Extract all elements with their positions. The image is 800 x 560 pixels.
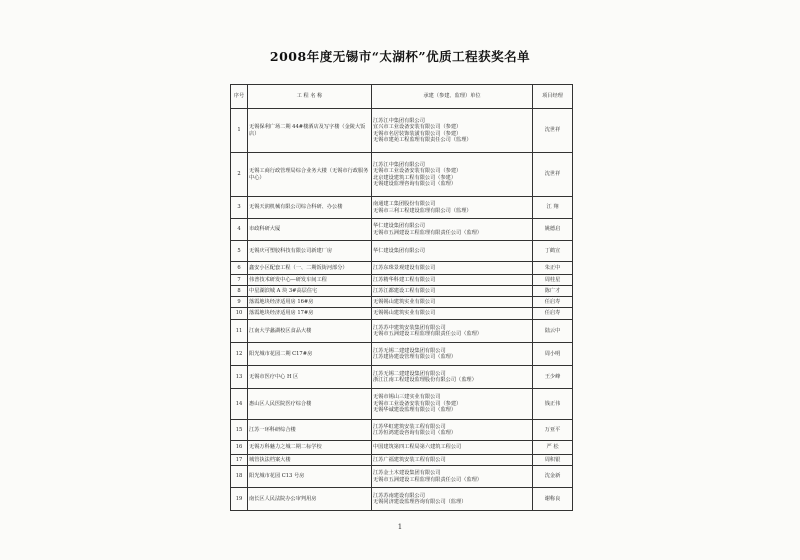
document-title: 2008年度无锡市“太湖杯”优质工程获奖名单 <box>269 49 531 64</box>
contractor-name: 无锡市工业设备安装有限公司（参建） <box>373 400 462 407</box>
contractor-list <box>372 275 533 286</box>
table-row <box>231 366 573 389</box>
project-name: 城管执法档案大楼 <box>248 455 372 466</box>
table-row <box>231 420 573 441</box>
row-number: 5 <box>231 241 248 262</box>
row-number: 8 <box>231 286 248 297</box>
project-name: 市政科研大厦 <box>248 219 372 241</box>
header-units: 承建（参建、监理）单位 <box>372 85 533 109</box>
contractor-list <box>372 308 533 320</box>
row-number: 3 <box>231 197 248 219</box>
row-number: 11 <box>231 320 248 343</box>
project-name: 阳光城市花园 C13 号房 <box>248 466 372 488</box>
project-manager: 严 松 <box>533 441 573 455</box>
row-number: 19 <box>231 488 248 511</box>
project-manager: 谢称良 <box>533 488 573 511</box>
contractor-name: 无锡锡山建筑实业有限公司 <box>373 310 436 317</box>
project-name: 无锡工商行政管理局综合业务大楼（无锡市行政服务中心） <box>248 153 372 197</box>
table-row <box>231 297 573 308</box>
contractor-name: 无锡市名居装饰装潢有限公司（参建） <box>373 130 462 137</box>
table-row <box>231 455 573 466</box>
table-row <box>231 286 573 297</box>
contractor-name: 无锡锡山建筑实业有限公司 <box>373 298 436 305</box>
contractor-name: 北京建设建筑工程有限公司（参建） <box>373 174 457 181</box>
contractor-name: 无锡市五洲建设工程监理有限责任公司（监理） <box>373 476 482 483</box>
row-number: 1 <box>231 109 248 153</box>
contractor-list <box>372 441 533 455</box>
contractor-list <box>372 286 533 297</box>
contractor-list <box>372 297 533 308</box>
awards-table <box>230 84 573 511</box>
contractor-name: 无锡华诚建设监理有限公司（监理） <box>373 407 457 414</box>
contractor-name: 无锡市工业设备安装有限公司（参建） <box>373 168 462 175</box>
project-manager: 沈世祥 <box>533 109 573 153</box>
contractor-list <box>372 241 533 262</box>
project-name: 伟普技术研发中心—研发车间工程 <box>248 275 372 286</box>
row-number: 16 <box>231 441 248 455</box>
table-row <box>231 343 573 366</box>
project-name: 中星湖滨城 A 块 3#高层住宅 <box>248 286 372 297</box>
project-manager: 钱正伟 <box>533 389 573 420</box>
project-name: 鑫安小区配套工程（一、二期饭街河部分） <box>248 262 372 275</box>
row-number: 17 <box>231 455 248 466</box>
row-number: 18 <box>231 466 248 488</box>
contractor-list <box>372 262 533 275</box>
contractor-name: 江苏苏南建设有限公司 <box>373 492 425 499</box>
row-number: 7 <box>231 275 248 286</box>
header-manager: 项目经理 <box>533 85 573 109</box>
project-manager: 朱正中 <box>533 262 573 275</box>
contractor-name: 浙江江南工程建设监理股份有限公司（监理） <box>373 377 477 383</box>
row-number: 12 <box>231 343 248 366</box>
contractor-name: 华仁建设集团有限公司 <box>373 223 425 230</box>
project-manager: 姚德启 <box>533 219 573 241</box>
contractor-name: 无锡市建苑工程监理有限责任公司（监理） <box>373 136 472 143</box>
table-row <box>231 262 573 275</box>
row-number: 13 <box>231 366 248 389</box>
project-manager: 周桂星 <box>533 275 573 286</box>
header-no: 序号 <box>231 85 248 109</box>
project-name: 无锡保利广场二期 44#楼酒店及写字楼（金陵大饭店） <box>248 109 372 153</box>
contractor-name: 江苏苏中建筑安装集团有限公司 <box>373 324 446 331</box>
row-number: 6 <box>231 262 248 275</box>
contractor-list <box>372 109 533 153</box>
project-manager: 周小明 <box>533 343 573 366</box>
contractor-name: 江苏金土木建设集团有限公司 <box>373 470 441 477</box>
project-name: 无锡天润机械有限公司综合科研、办公楼 <box>248 197 372 219</box>
project-name: 南长区人民法院办公审判用房 <box>248 488 372 511</box>
contractor-list <box>372 343 533 366</box>
project-name: 无锡庆可塑胶科技有限公司新建厂房 <box>248 241 372 262</box>
project-name: 江南大学蠡湖校区食品大楼 <box>248 320 372 343</box>
contractor-list <box>372 455 533 466</box>
project-name: 阳光城市花园二期 C17#房 <box>248 343 372 366</box>
project-manager: 陈广才 <box>533 286 573 297</box>
project-manager: 任启寿 <box>533 297 573 308</box>
contractor-list <box>372 197 533 219</box>
row-number: 15 <box>231 420 248 441</box>
contractor-name: 无锡同济建设监理咨询有限公司（监理） <box>373 499 467 505</box>
project-name: 惠山区人民医院医疗综合楼 <box>248 389 372 420</box>
project-manager: 沈世祥 <box>533 153 573 197</box>
row-number: 9 <box>231 297 248 308</box>
contractor-list <box>372 389 533 420</box>
contractor-name: 江苏东珠景观建设有限公司 <box>373 264 436 271</box>
table-row <box>231 441 573 455</box>
project-manager: 周积银 <box>533 455 573 466</box>
contractor-name: 中国建筑第四工程局第六建筑工程公司 <box>373 444 462 451</box>
contractor-name: 江苏精华科建工程有限公司 <box>373 276 436 283</box>
table-header-row <box>231 85 573 109</box>
contractor-name: 南通建工集团股份有限公司 <box>373 201 436 208</box>
row-number: 10 <box>231 308 248 320</box>
contractor-list <box>372 466 533 488</box>
contractor-name: 江苏华虹建筑安装工程有限公司 <box>373 423 446 430</box>
table-row <box>231 320 573 343</box>
contractor-name: 江苏江都建设工程有限公司 <box>373 287 436 294</box>
contractor-name: 宜兴市工业设备安装有限公司（参建） <box>373 124 462 131</box>
table-row <box>231 197 573 219</box>
table-row <box>231 153 573 197</box>
project-manager: 沈金新 <box>533 466 573 488</box>
contractor-name: 江苏江中集团有限公司 <box>373 161 425 168</box>
project-manager: 江 翔 <box>533 197 573 219</box>
row-number: 14 <box>231 389 248 420</box>
contractor-name: 江苏恒鸿建设咨询有限公司（监理） <box>373 430 457 436</box>
table-row <box>231 275 573 286</box>
contractor-name: 无锡市锡山三建实业有限公司 <box>373 394 441 401</box>
project-manager: 王少峰 <box>533 366 573 389</box>
contractor-name: 无锡建设监理咨询有限公司（监理） <box>373 180 457 187</box>
contractor-list <box>372 320 533 343</box>
contractor-name: 无锡市五洲建设工程监理有限责任公司（监理） <box>373 229 482 236</box>
project-manager: 陆云中 <box>533 320 573 343</box>
row-number: 2 <box>231 153 248 197</box>
table-row <box>231 219 573 241</box>
contractor-name: 无锡市三利工程建设监理有限公司（监理） <box>373 207 472 214</box>
contractor-list <box>372 219 533 241</box>
contractor-list <box>372 420 533 441</box>
table-row <box>231 109 573 153</box>
project-manager: 任启寿 <box>533 308 573 320</box>
contractor-name: 江苏无锡二建建设集团有限公司 <box>373 347 446 354</box>
table-row <box>231 241 573 262</box>
contractor-list <box>372 488 533 511</box>
contractor-name: 江苏建协建设管理有限公司（监理） <box>373 354 457 360</box>
project-name: 江苏一环科研综合楼 <box>248 420 372 441</box>
project-manager: 万亚平 <box>533 420 573 441</box>
table-row <box>231 488 573 511</box>
contractor-name: 江苏江中集团有限公司 <box>373 117 425 124</box>
contractor-name: 江苏广福建筑安装工程有限公司 <box>373 456 446 463</box>
project-name: 无锡万科魅力之城二期二标学校 <box>248 441 372 455</box>
table-row <box>231 466 573 488</box>
row-number: 4 <box>231 219 248 241</box>
project-manager: 丁鹤宣 <box>533 241 573 262</box>
contractor-list <box>372 153 533 197</box>
header-project: 工 程 名 称 <box>248 85 372 109</box>
table-row <box>231 389 573 420</box>
contractor-name: 无锡市五洲建设工程监理有限责任公司（监理） <box>373 331 482 337</box>
table-row <box>231 308 573 320</box>
project-name: 无锡市医疗中心 H 区 <box>248 366 372 389</box>
project-name: 落霞地块经济适用房 16#房 <box>248 297 372 308</box>
contractor-name: 江苏无锡二建建设集团有限公司 <box>373 370 446 377</box>
contractor-list <box>372 366 533 389</box>
page-number: 1 <box>397 523 403 531</box>
project-name: 落霞地块经济适用房 17#房 <box>248 308 372 320</box>
contractor-name: 华仁建设集团有限公司 <box>373 247 425 254</box>
